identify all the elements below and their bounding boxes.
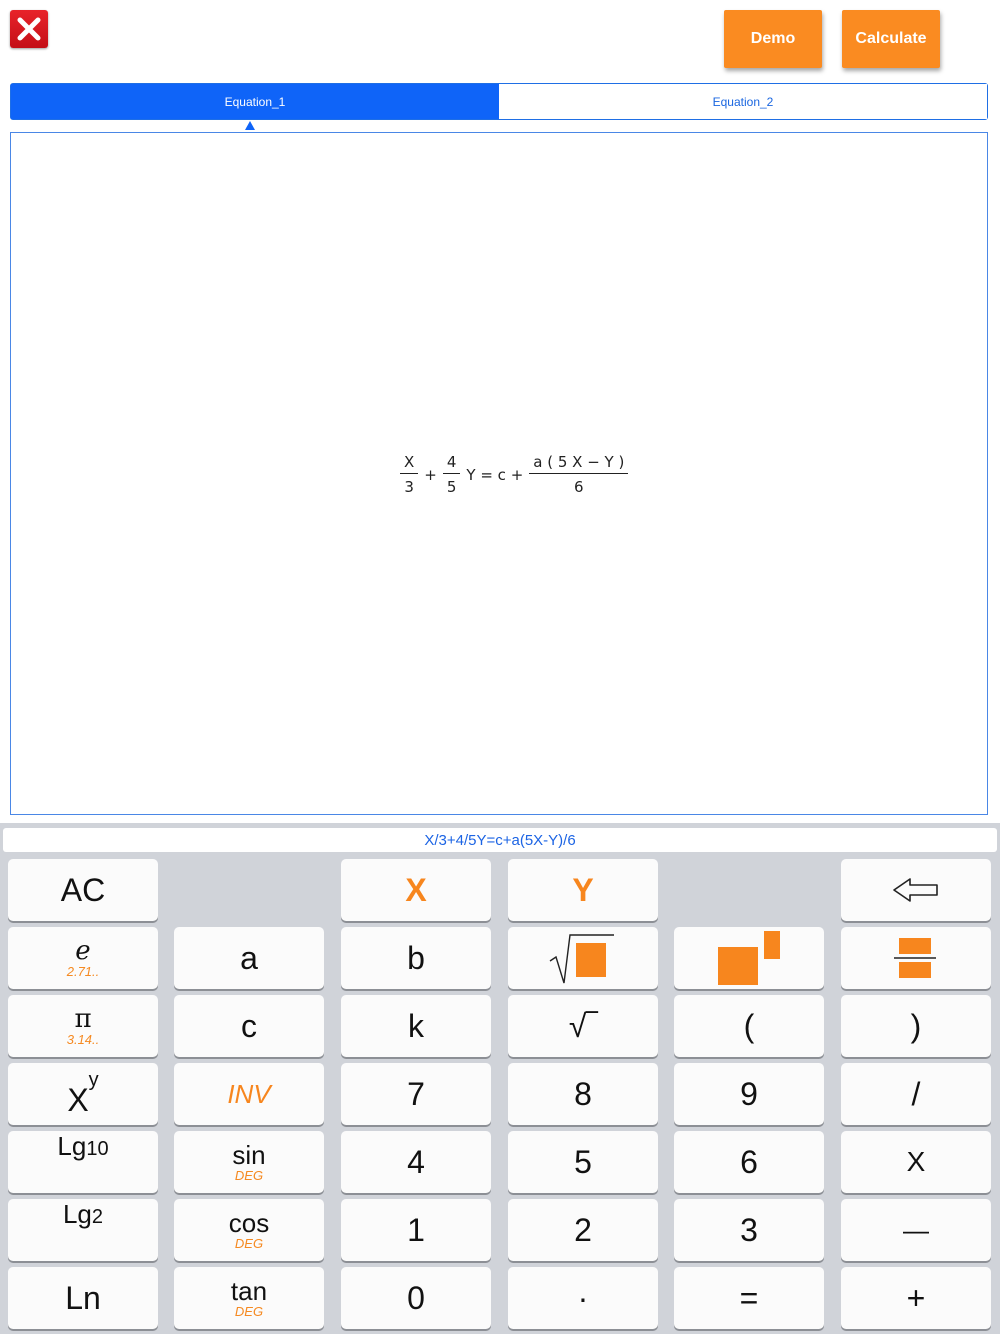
inverse-key[interactable]: INV: [174, 1063, 324, 1125]
log2-subscript: 2: [91, 1206, 104, 1228]
digit-1-key[interactable]: 1: [341, 1199, 491, 1261]
sin-mode: DEG: [234, 1168, 264, 1183]
fraction-numerator: 4: [443, 453, 461, 474]
left-paren-key[interactable]: (: [674, 995, 824, 1057]
right-paren-key[interactable]: ): [841, 995, 991, 1057]
x-variable-key[interactable]: X: [341, 859, 491, 921]
plus-sign: +: [424, 465, 437, 484]
log10-base: Lg: [57, 1131, 87, 1161]
digit-0-key[interactable]: 0: [341, 1267, 491, 1329]
sqrt-template-icon: [548, 931, 618, 985]
digit-3-key[interactable]: 3: [674, 1199, 824, 1261]
sqrt-template-key[interactable]: [508, 927, 658, 989]
c-key[interactable]: c: [174, 995, 324, 1057]
tab-equation-2[interactable]: Equation_2: [499, 84, 987, 119]
digit-6-key[interactable]: 6: [674, 1131, 824, 1193]
pi-constant-key[interactable]: [8, 995, 158, 1057]
fraction-4-over-5: [443, 453, 461, 496]
e-constant-key[interactable]: [8, 927, 158, 989]
log10-key[interactable]: [8, 1131, 158, 1193]
keypad: [0, 823, 1000, 1334]
equation-middle: Y = c +: [466, 465, 524, 484]
backspace-key[interactable]: [841, 859, 991, 921]
log10-subscript: 10: [86, 1138, 109, 1160]
equals-key[interactable]: =: [674, 1267, 824, 1329]
fraction-numerator: a ( 5 X − Y ): [529, 453, 628, 474]
minus-key[interactable]: —: [841, 1199, 991, 1261]
pi-symbol: π: [74, 1004, 92, 1034]
power-key[interactable]: [8, 1063, 158, 1125]
digit-8-key[interactable]: 8: [508, 1063, 658, 1125]
log2-key[interactable]: [8, 1199, 158, 1261]
y-variable-key[interactable]: Y: [508, 859, 658, 921]
calculate-button[interactable]: Calculate: [842, 10, 940, 68]
close-button[interactable]: [10, 10, 48, 48]
expression-field[interactable]: X/3+4/5Y=c+a(5X-Y)/6: [3, 828, 997, 852]
equation-display: [10, 132, 988, 815]
cos-label: cos: [228, 1208, 270, 1238]
b-key[interactable]: b: [341, 927, 491, 989]
digit-2-key[interactable]: 2: [508, 1199, 658, 1261]
active-tab-caret-icon: [245, 121, 255, 130]
ac-key[interactable]: AC: [8, 859, 158, 921]
k-key[interactable]: k: [341, 995, 491, 1057]
e-symbol: e: [75, 936, 91, 966]
digit-7-key[interactable]: 7: [341, 1063, 491, 1125]
fraction-template-key[interactable]: [841, 927, 991, 989]
fraction-denominator: 3: [404, 478, 414, 496]
plus-key[interactable]: +: [841, 1267, 991, 1329]
backspace-arrow-icon: [892, 877, 940, 903]
close-icon: [16, 16, 42, 42]
fraction-template-icon: [891, 936, 941, 980]
tab-equation-1[interactable]: Equation_1: [11, 84, 499, 119]
sin-label: sin: [232, 1140, 266, 1170]
fraction-rhs: [529, 453, 628, 496]
digit-4-key[interactable]: 4: [341, 1131, 491, 1193]
log2-base: Lg: [62, 1199, 92, 1229]
sin-key[interactable]: [174, 1131, 324, 1193]
multiply-key[interactable]: X: [841, 1131, 991, 1193]
digit-5-key[interactable]: 5: [508, 1131, 658, 1193]
equation-tabs: [10, 83, 988, 120]
cos-key[interactable]: [174, 1199, 324, 1261]
power-template-key[interactable]: [674, 927, 824, 989]
e-value: 2.71..: [66, 964, 100, 979]
tan-label: tan: [230, 1276, 268, 1306]
tan-mode: DEG: [234, 1304, 264, 1319]
tan-key[interactable]: [174, 1267, 324, 1329]
fraction-denominator: 6: [574, 478, 584, 496]
demo-button[interactable]: Demo: [724, 10, 822, 68]
decimal-point-key[interactable]: ·: [508, 1267, 658, 1329]
power-template-icon: [714, 931, 784, 985]
power-exponent: y: [88, 1069, 99, 1091]
rendered-equation: [397, 453, 631, 496]
power-base: X: [67, 1082, 89, 1118]
cos-mode: DEG: [234, 1236, 264, 1251]
fraction-numerator: X: [400, 453, 418, 474]
sqrt-key[interactable]: √‾: [508, 995, 658, 1057]
pi-value: 3.14..: [66, 1032, 100, 1047]
ln-key[interactable]: Ln: [8, 1267, 158, 1329]
fraction-denominator: 5: [446, 478, 457, 496]
divide-key[interactable]: /: [841, 1063, 991, 1125]
a-key[interactable]: a: [174, 927, 324, 989]
digit-9-key[interactable]: 9: [674, 1063, 824, 1125]
fraction-x-over-3: [400, 453, 418, 496]
